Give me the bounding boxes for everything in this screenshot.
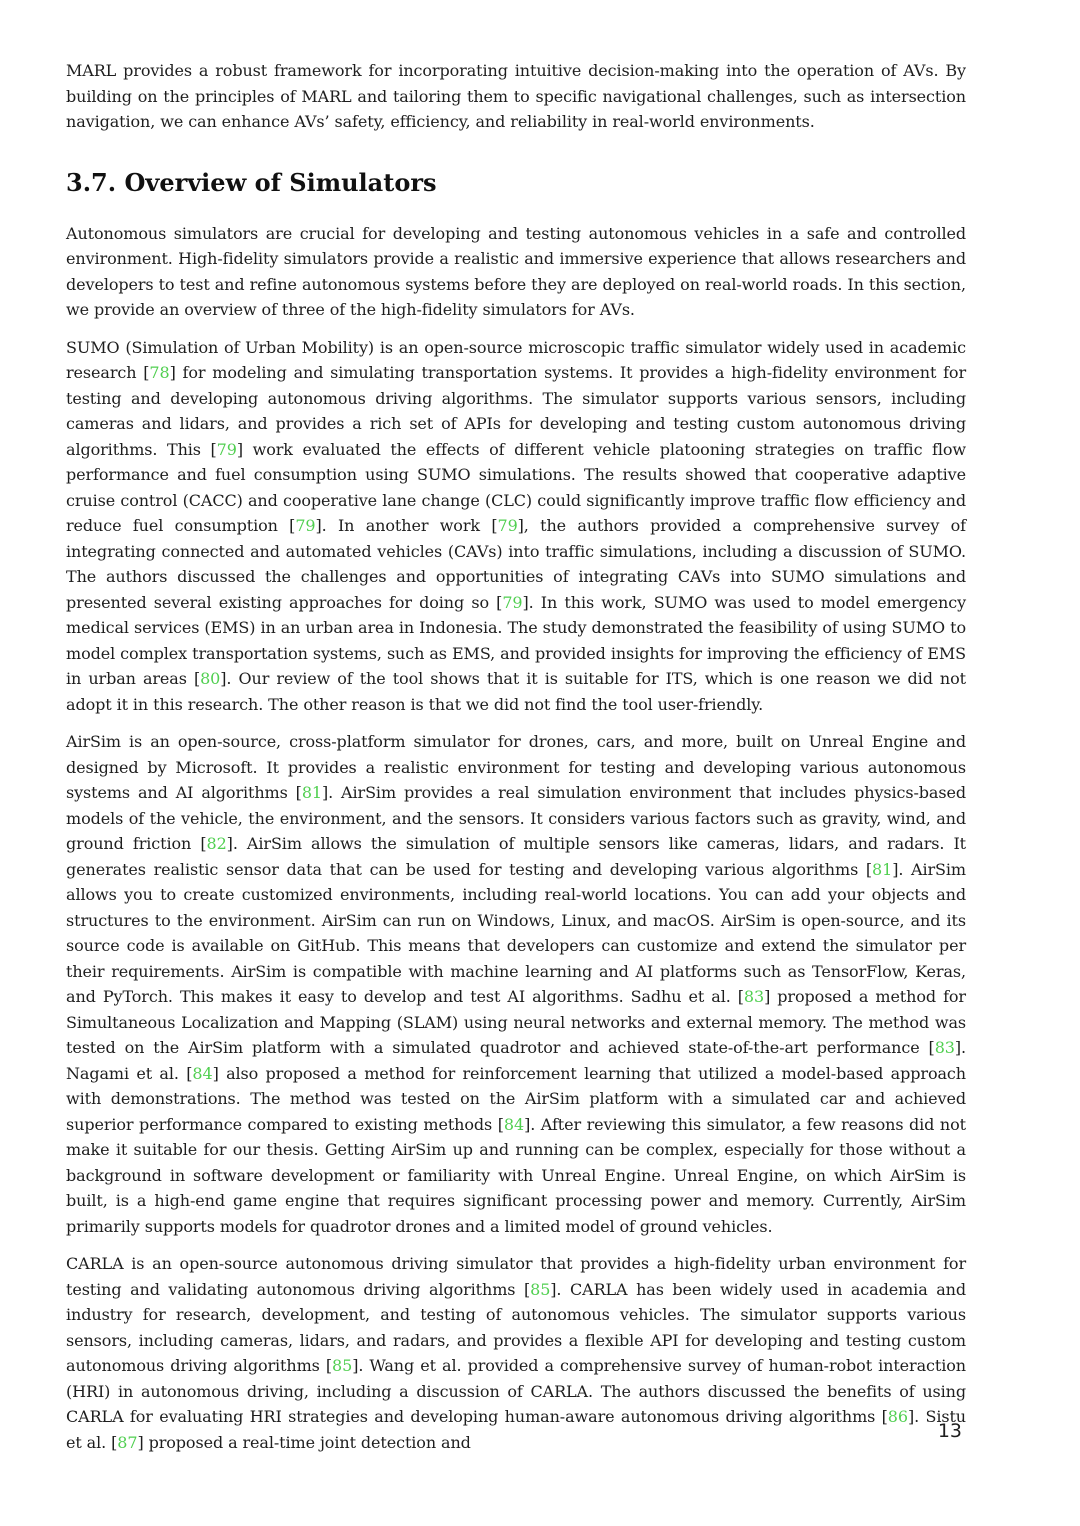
citation-ref[interactable]: 86	[887, 1407, 908, 1426]
citation-ref[interactable]: 87	[117, 1432, 138, 1452]
citation-ref[interactable]: 84	[192, 1063, 213, 1083]
citation-ref[interactable]: 82	[206, 834, 227, 853]
citation-ref[interactable]: 81	[301, 783, 322, 802]
citation-ref[interactable]: 78	[149, 363, 170, 382]
paragraph-marl-conclusion: MARL provides a robust framework for incorporating intuitive decision-making into the operation of AVs. By building on the principles of MARL and tailoring them to specific navigational challenges, such as intersection navigation, we can enhance AVs’ safety, efficiency, and reliability in real-world environments.	[66, 61, 966, 131]
page-number: 13	[937, 1420, 962, 1442]
paragraph-carla: CARLA is an open-source autonomous driving simulator that provides a high-fidelity urban environment for testing and validating autonomous driving algorithms [85]. CARLA has been widely used in academia and industry for research, development, and testing of autonomous vehicles. The simulator supports various sensors, including cameras, lidars, and radars, and provides a flexible API for developing and testing custom autonomous driving algorithms [85]. Wang et al. provided a comprehensive survey of human-robot interaction (HRI) in autonomous driving, including a discussion of CARLA. The authors discussed the benefits of using CARLA for evaluating HRI strategies and developing human-aware autonomous driving algorithms [86]. Sistu et al. [87] proposed a real-time joint detection and	[66, 1254, 967, 1452]
paragraph-airsim: AirSim is an open-source, cross-platform simulator for drones, cars, and more, built on Unreal Engine and designed by Microsoft. It provides a realistic environment for testing and developing various autonomous systems and AI algorithms [81]. AirSim provides a real simulation environment that includes physics-based models of the vehicle, the environment, and the sensors. It considers various factors such as gravity, wind, and ground friction [82]. AirSim allows the simulation of multiple sensors like cameras, lidars, and radars. It generates realistic sensor data that can be used for testing and developing various algorithms [81]. AirSim allows you to create customized environments, including real-world locations. You can add your objects and structures to the environment. AirSim can run on Windows, Linux, and macOS. AirSim is open-source, and its source code is available on GitHub. This means that developers can customize and extend the simulator per their requirements. AirSim is compatible with machine learning and AI platforms such as TensorFlow, Keras, and PyTorch. This makes it easy to develop and test AI algorithms. Sadhu et al. [83] proposed a method for Simultaneous Localization and Mapping (SLAM) using neural networks and external memory. The method was tested on the AirSim platform with a simulated quadrotor and achieved state-of-the-art performance [83]. Nagami et al. [84] also proposed a method for reinforcement learning that utilized a model-based approach with demonstrations. The method was tested on the AirSim platform with a simulated car and achieved superior performance compared to existing methods [84]. After reviewing this simulator, a few reasons did not make it suitable for our thesis. Getting AirSim up and running can be complex, especially for those without a background in software development or familiarity with Unreal Engine. Unreal Engine, on which AirSim is built, is a high-end game engine that requires significant processing power and memory. Currently, AirSim primarily supports models for quadrotor drones and a limited model of ground vehicles.	[66, 732, 967, 1236]
paragraph-sumo: SUMO (Simulation of Urban Mobility) is an open-source microscopic traffic simulator widely used in academic research [78] for modeling and simulating transportation systems. It provides a high-fidelity environment for testing and developing autonomous driving algorithms. The simulator supports various sensors, including cameras and lidars, and provides a rich set of APIs for developing and testing custom autonomous driving algorithms. This [79] work evaluated the effects of different vehicle platooning strategies on traffic flow performance and fuel consumption using SUMO simulations. The results showed that cooperative adaptive cruise control (CACC) and cooperative lane change (CLC) could significantly improve traffic flow efficiency and reduce fuel consumption [79]. In another work [79], the authors provided a comprehensive survey of integrating connected and automated vehicles (CAVs) into traffic simulations, including a discussion of SUMO. The authors discussed the challenges and opportunities of integrating CAVs into SUMO simulations and presented several existing approaches for doing so [79]. In this work, SUMO was used to model emergency medical services (EMS) in an urban area in Indonesia. The study demonstrated the feasibility of using SUMO to model complex transportation systems, such as EMS, and provided insights for improving the efficiency of EMS in urban areas [80]. Our review of the tool shows that it is suitable for ITS, which is one reason we did not adopt it in this research. The other reason is that we did not find the tool user-friendly.	[66, 337, 967, 714]
citation-ref[interactable]: 79	[497, 516, 518, 535]
citation-ref[interactable]: 83	[743, 987, 765, 1006]
paragraph-simulators-overview: Autonomous simulators are crucial for developing and testing autonomous vehicles in a safe and controlled environment. High-fidelity simulators provide a realistic and immersive experience that allows researchers and developers to test and refine autonomous systems before they are deployed on real-world roads. In this section, we provide an overview of three of the high-fidelity simulators for AVs.	[66, 223, 966, 319]
citation-ref[interactable]: 79	[216, 439, 237, 459]
citation-ref[interactable]: 79	[295, 516, 316, 535]
section-heading: 3.7. Overview of Simulators	[66, 167, 437, 197]
citation-ref[interactable]: 81	[872, 859, 893, 879]
citation-ref[interactable]: 80	[200, 669, 221, 688]
citation-ref[interactable]: 83	[934, 1038, 955, 1057]
citation-ref[interactable]: 85	[530, 1279, 551, 1299]
citation-ref[interactable]: 85	[332, 1356, 353, 1375]
citation-ref[interactable]: 79	[502, 592, 523, 612]
citation-ref[interactable]: 84	[503, 1114, 525, 1134]
